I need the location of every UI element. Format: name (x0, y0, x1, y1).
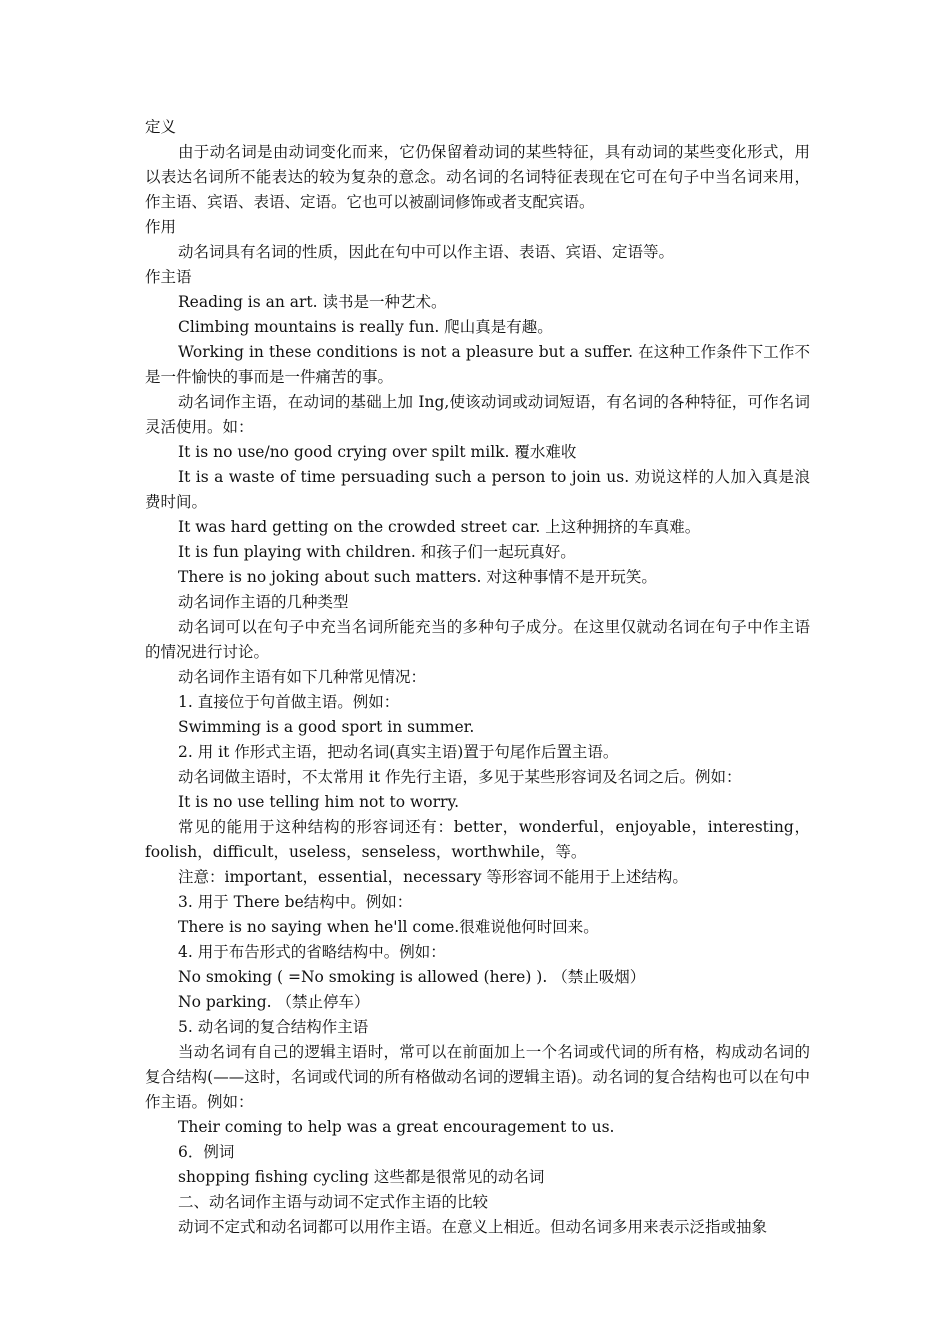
paragraph: 动名词作主语的几种类型 (178, 593, 349, 611)
paragraph: 当动名词有自己的逻辑主语时，常可以在前面加上一个名词或代词的所有格，构成动名词的复合结构(——这时，名词或代词的所有格做动名词的逻辑主语)。动名词的复合结构也可以在句中作主语。例如： (145, 1043, 810, 1111)
paragraph: 动名词做主语时，不太常用 it 作先行主语，多见于某些形容词及名词之后。例如： (178, 768, 742, 786)
paragraph: No parking. （禁止停车） (178, 993, 370, 1011)
paragraph: Working in these conditions is not a pleasure but a suffer. 在这种工作条件下工作不是一件愉快的事而是一件痛苦的事。 (145, 343, 810, 386)
paragraph: 1. 直接位于句首做主语。例如： (178, 693, 400, 711)
paragraph: 注意：important，essential，necessary 等形容词不能用于上述结构。 (178, 868, 688, 886)
section-heading: 作主语 (145, 268, 192, 286)
paragraph: Reading is an art. 读书是一种艺术。 (178, 293, 447, 311)
section-heading: 作用 (145, 218, 177, 236)
paragraph: 常见的能用于这种结构的形容词还有：better，wonderful，enjoyable，interesting，foolish，difficult，useless，senseless，worthwhile，等。 (145, 818, 810, 861)
paragraph: 二、动名词作主语与动词不定式作主语的比较 (178, 1193, 489, 1211)
paragraph: Swimming is a good sport in summer. (178, 718, 475, 736)
paragraph: 动名词可以在句子中充当名词所能充当的多种句子成分。在这里仅就动名词在句子中作主语的情况进行讨论。 (145, 618, 810, 661)
paragraph: 6．例词 (178, 1143, 235, 1161)
paragraph: It is no use/no good crying over spilt milk. 覆水难收 (178, 443, 577, 461)
paragraph: There is no saying when he'll come.很难说他何时回来。 (178, 918, 599, 936)
section-heading: 定义 (145, 118, 177, 136)
paragraph: Climbing mountains is really fun. 爬山真是有趣。 (178, 318, 553, 336)
paragraph: 3. 用于 There be结构中。例如： (178, 893, 413, 911)
paragraph: It is fun playing with children. 和孩子们一起玩真好。 (178, 543, 576, 561)
paragraph: It is a waste of time persuading such a person to join us. 劝说这样的人加入真是浪费时间。 (145, 468, 810, 511)
paragraph: There is no joking about such matters. 对这种事情不是开玩笑。 (178, 568, 657, 586)
document-body (145, 115, 810, 1240)
paragraph: It was hard getting on the crowded street car. 上这种拥挤的车真难。 (178, 518, 701, 536)
paragraph: 4. 用于布告形式的省略结构中。例如： (178, 943, 446, 961)
paragraph: shopping fishing cycling 这些都是很常见的动名词 (178, 1168, 545, 1186)
paragraph: 动名词作主语有如下几种常见情况： (178, 668, 427, 686)
paragraph: Their coming to help was a great encouragement to us. (178, 1118, 615, 1136)
paragraph: No smoking ( =No smoking is allowed (here) ). （禁止吸烟） (178, 968, 646, 986)
paragraph: 5. 动名词的复合结构作主语 (178, 1018, 369, 1036)
paragraph: 由于动名词是由动词变化而来，它仍保留着动词的某些特征，具有动词的某些变化形式，用以表达名词所不能表达的较为复杂的意念。动名词的名词特征表现在它可在句子中当名词来用，作主语、宾语、表语、定语。它也可以被副词修饰或者支配宾语。 (145, 143, 810, 211)
paragraph: 动词不定式和动名词都可以用作主语。在意义上相近。但动名词多用来表示泛指或抽象 (178, 1218, 768, 1236)
paragraph: 动名词作主语，在动词的基础上加 Ing,使该动词或动词短语，有名词的各种特征，可作名词灵活使用。如： (145, 393, 810, 436)
paragraph: 动名词具有名词的性质，因此在句中可以作主语、表语、宾语、定语等。 (178, 243, 675, 261)
paragraph: It is no use telling him not to worry. (178, 793, 460, 811)
paragraph: 2. 用 it 作形式主语，把动名词(真实主语)置于句尾作后置主语。 (178, 743, 619, 761)
